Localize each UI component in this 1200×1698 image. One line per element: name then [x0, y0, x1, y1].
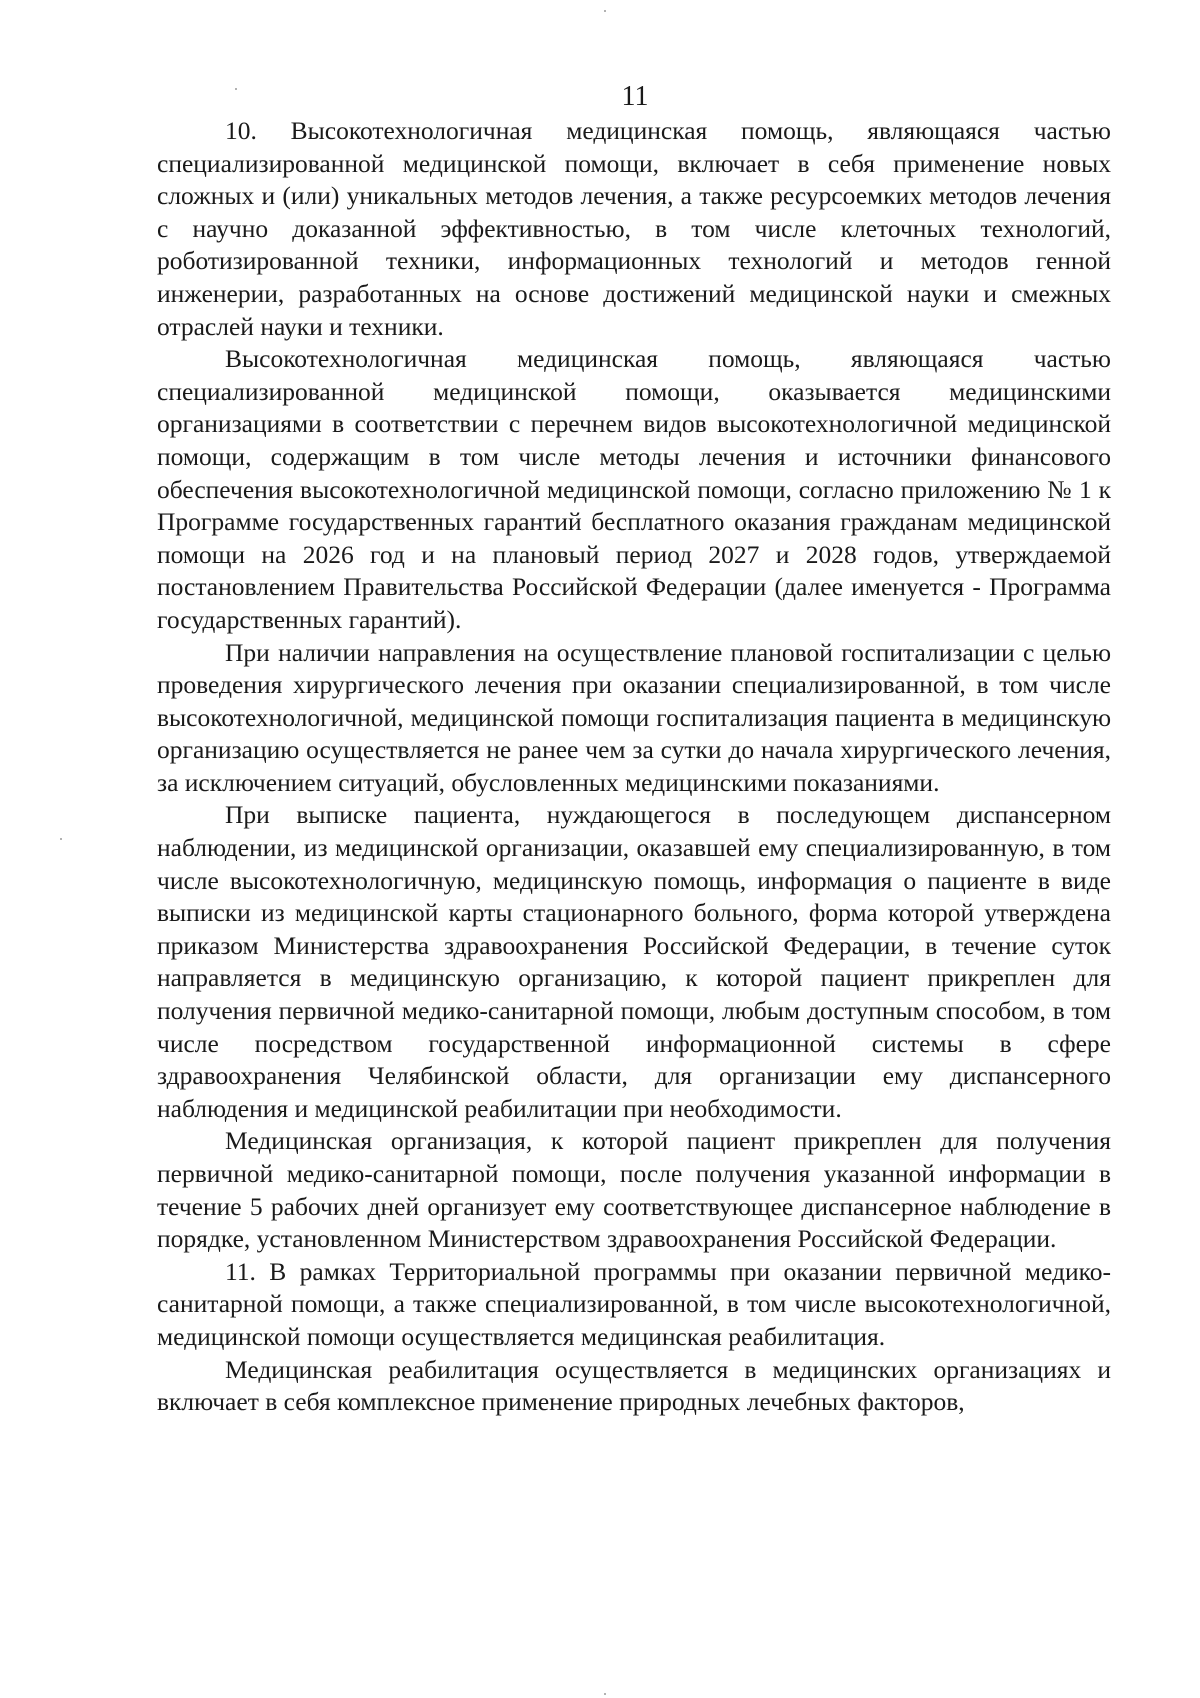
paragraph-planned-hospitalization: При наличии направления на осуществление плановой госпитализации с целью проведения хирургического лечения при оказании специализированной, в том числе высокотехнологичной, медицинской помощи госпитализация пациента в медицинскую организацию осуществляется не ранее чем за сутки до начала хирургического лечения, за исключением ситуаций, обусловленных медицинскими показаниями. — [157, 637, 1111, 797]
paragraph-discharge-info: При выписке пациента, нуждающегося в последующем диспансерном наблюдении, из медицинской организации, оказавшей ему специализированную, в том числе высокотехнологичную, медицинскую помощь, информация о пациенте в виде выписки из медицинской карты стационарного больного, форма которой утверждена приказом Министерства здравоохранения Российской Федерации, в течение суток направляется в медицинскую организацию, к которой пациент прикреплен для получения первичной медико-санитарной помощи, любым доступным способом, в том числе посредством государственной информационной системы в сфере здравоохранения Челябинской области, для организации ему диспансерного наблюдения и медицинской реабилитации при необходимости. — [157, 800, 1111, 1123]
scan-speck — [604, 10, 606, 12]
paragraph-item-10: 10. Высокотехнологичная медицинская помощь, являющаяся частью специализированной медицинской помощи, включает в себя применение новых сложных и (или) уникальных методов лечения, а также ресурсоемких методов лечения с научно доказанной эффективностью, в том числе клеточных технологий, роботизированной техники, информационных технологий и методов генной инженерии, разработанных на основе достижений медицинской науки и смежных отраслей науки и техники. — [157, 116, 1111, 341]
scan-speck — [60, 838, 62, 840]
page-number: 11 — [621, 81, 649, 112]
paragraph-hightech-care-list: Высокотехнологичная медицинская помощь, являющаяся частью специализированной медицинской помощи, оказывается медицинскими организациями в соответствии с перечнем видов высокотехнологичной медицинской помощи, содержащим в том числе методы лечения и источники финансового обеспечения высокотехнологичной медицинской помощи, согласно приложению № 1 к Программе государственных гарантий бесплатного оказания гражданам медицинской помощи на 2026 год и на плановый период 2027 и 2028 годов, утверждаемой постановлением Правительства Российской Федерации (далее именуется - Программа государственных гарантий). — [157, 344, 1111, 634]
scan-speck — [604, 1693, 606, 1695]
document-body — [157, 115, 1111, 1419]
scan-speck — [235, 88, 237, 90]
paragraph-rehabilitation: Медицинская реабилитация осуществляется в медицинских организациях и включает в себя комплексное применение природных лечебных факторов, — [157, 1354, 1111, 1417]
paragraph-item-11: 11. В рамках Территориальной программы при оказании первичной медико-санитарной помощи, а также специализированной, в том числе высокотехнологичной, медицинской помощи осуществляется медицинская реабилитация. — [157, 1256, 1111, 1351]
paragraph-dispensary-observation: Медицинская организация, к которой пациент прикреплен для получения первичной медико-санитарной помощи, после получения указанной информации в течение 5 рабочих дней организует ему соответствующее диспансерное наблюдение в порядке, установленном Министерством здравоохранения Российской Федерации. — [157, 1126, 1111, 1254]
